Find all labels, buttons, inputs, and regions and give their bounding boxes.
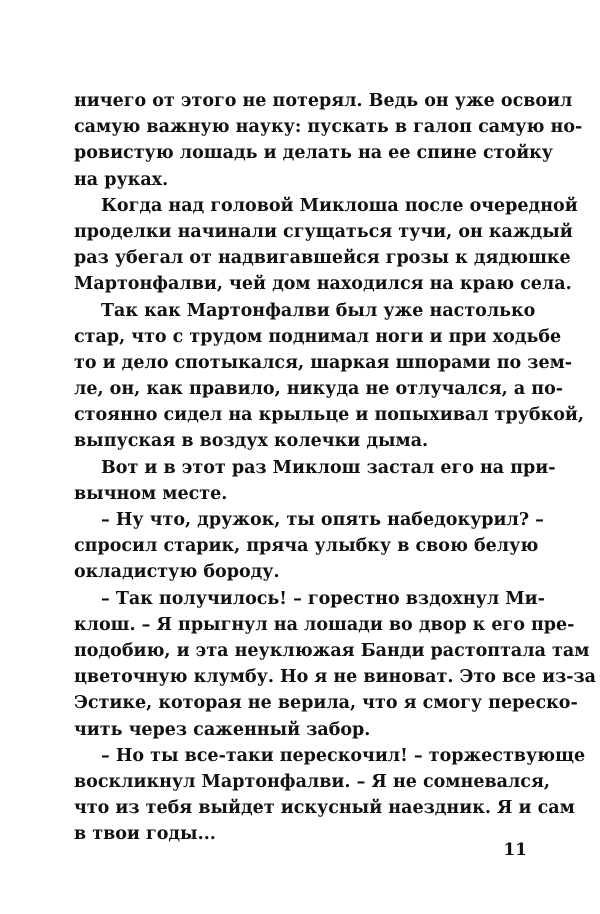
paragraph (74, 455, 556, 507)
text-line: вычном месте. (74, 483, 228, 504)
text-line: раз убегал от надвигавшейся грозы к дядюшке (74, 248, 571, 269)
text-line: то и дело спотыкался, шаркая шпорами по зем- (74, 352, 573, 373)
paragraph (74, 193, 578, 298)
text-line: что из тебя выйдет искусный наездник. Я и сам (74, 798, 575, 819)
text-line: клош. – Я прыгнул на лошади во двор к его пре- (74, 614, 575, 635)
text-line: воскликнул Мартонфалви. – Я не сомневался, (74, 771, 550, 792)
text-line: на руках. (74, 169, 169, 190)
paragraph (74, 586, 597, 743)
page-number: 11 (503, 840, 527, 860)
text-line: самую важную науку: пускать в галоп самую но- (74, 117, 583, 138)
paragraph (74, 507, 544, 586)
paragraph (74, 743, 586, 848)
text-line: – Ну что, дружок, ты опять набедокурил? – (101, 510, 544, 530)
text-line: проделки начинали сгущаться тучи, он каждый (74, 221, 573, 242)
text-line: Мартонфалви, чей дом находился на краю села. (74, 274, 572, 295)
text-line: ле, он, как правило, никуда не отлучался, а по- (74, 379, 564, 400)
text-line: в твои годы... (74, 824, 216, 845)
text-line: спросил старик, пряча улыбку в свою белую (74, 536, 539, 557)
text-line: – Но ты все-таки перескочил! – торжествующе (101, 745, 586, 766)
text-line: Так как Мартонфалви был уже настолько (101, 300, 536, 321)
body-text (74, 88, 597, 847)
text-line: ничего от этого не потерял. Ведь он уже освоил (74, 91, 573, 111)
paragraph (74, 298, 584, 455)
text-line: стоянно сидел на крыльце и попыхивал трубкой, (74, 405, 584, 426)
text-line: ровистую лошадь и делать на ее спине стойку (74, 143, 554, 164)
text-line: окладистую бороду. (74, 562, 280, 583)
text-line: цветочную клумбу. Но я не виноват. Это все из-за (74, 667, 597, 688)
text-line: Когда над головой Миклоша после очередной (101, 195, 578, 216)
text-line: – Так получилось! – горестно вздохнул Ми- (101, 588, 545, 609)
paragraph (74, 88, 583, 193)
text-line: Эстике, которая не верила, что я смогу переско- (74, 693, 578, 714)
text-line: Вот и в этот раз Миклош застал его на при- (101, 457, 556, 478)
text-line: чить через саженный забор. (74, 719, 371, 740)
text-line: выпуская в воздух колечки дыма. (74, 431, 429, 452)
text-line: подобию, и эта неуклюжая Банди растоптала там (74, 640, 590, 661)
text-line: стар, что с трудом поднимал ноги и при ходьбе (74, 326, 562, 347)
